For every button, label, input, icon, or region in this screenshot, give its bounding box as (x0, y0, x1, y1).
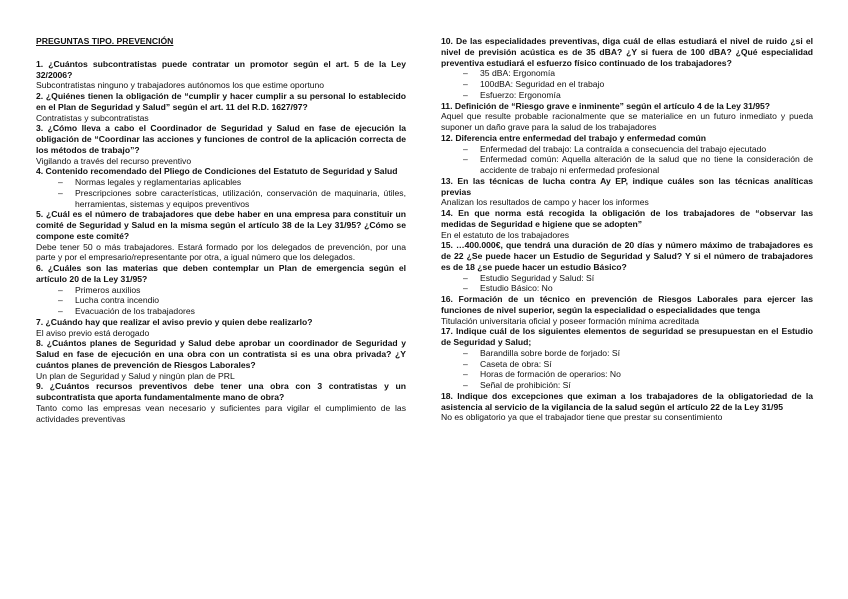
question-text: 5. ¿Cuál es el número de trabajadores que debe haber en una empresa para constituir un comité de Seguridad y Salud en la misma según el artículo 38 de la Ley 31/95? ¿Cómo se compone este comité? (36, 209, 406, 241)
left-column (36, 36, 406, 424)
question-block (36, 91, 406, 123)
question-block (441, 326, 813, 391)
question-block (441, 294, 813, 326)
answer-list-item: – Caseta de obra: Sí (463, 359, 813, 370)
answer-list (441, 68, 813, 100)
question-text: 14. En que norma está recogida la obligación de los trabajadores de “observar las medidas de Seguridad e higiene que se adopten” (441, 208, 813, 229)
answer-text: No es obligatorio ya que el trabajador tiene que prestar su consentimiento (441, 412, 723, 423)
question-text: 18. Indique dos excepciones que eximan a los trabajadores de la obligatoriedad de la asistencia al servicio de la vigilancia de la salud según el artículo 22 de la Ley 31/95 (441, 390, 813, 412)
question-text: 6. ¿Cuáles son las materias que deben contemplar un Plan de emergencia según el artículo 20 de la Ley 31/95? (36, 263, 406, 284)
answer-list-item: – Estudio Básico: No (463, 283, 813, 294)
answer-list-item: – Estudio Seguridad y Salud: Sí (463, 273, 813, 284)
answer-list-item: – Barandilla sobre borde de forjado: Sí (463, 348, 813, 359)
question-block (441, 133, 813, 176)
document-title: PREGUNTAS TIPO. PREVENCIÓN (36, 36, 174, 46)
question-text: 1. ¿Cuántos subcontratistas puede contratar un promotor según el art. 5 de la Ley 32/2006? (36, 58, 406, 80)
question-block (36, 381, 406, 424)
answer-text: Debe tener 50 o más trabajadores. Estará formado por los delegados de prevención, por una parte y por el empresario/representante por otra, a igual número que los delegados. (36, 241, 406, 263)
question-text: 17. Indique cuál de los siguientes elementos de seguridad se presupuestan en el Estudio de Seguridad y Salud; (441, 326, 813, 347)
question-block (36, 59, 406, 91)
question-text: 2. ¿Quiénes tienen la obligación de “cumplir y hacer cumplir a su personal lo establecido en el Plan de Seguridad y Salud” según el art. 11 del R.D. 1627/97? (36, 91, 406, 112)
question-block (441, 208, 813, 240)
answer-list-item: – Horas de formación de operarios: No (463, 369, 813, 380)
answer-text: Aquel que resulte probable racionalmente que se materialice en un futuro inmediato y pueda suponer un daño grave para la salud de los trabajadores (441, 111, 813, 132)
answer-list (441, 348, 813, 391)
answer-list-item: – Primeros auxilios (58, 285, 406, 296)
left-questions (36, 59, 406, 425)
question-block (441, 36, 813, 101)
question-block (36, 263, 406, 317)
question-block (36, 166, 406, 209)
question-text: 4. Contenido recomendado del Pliego de Condiciones del Estatuto de Seguridad y Salud (36, 166, 398, 177)
answer-list-item: – Normas legales y reglamentarias aplicables (58, 177, 406, 188)
question-block (441, 101, 813, 133)
answer-list (36, 177, 406, 209)
question-block (36, 338, 406, 381)
answer-text: Titulación universitaria oficial y poseer formación mínima acreditada (441, 315, 700, 326)
answer-list-item: – Señal de prohibición: Sí (463, 380, 813, 391)
answer-list-item: – Lucha contra incendio (58, 295, 406, 306)
question-text: 13. En las técnicas de lucha contra Ay EP, indique cuáles son las técnicas analíticas previas (441, 175, 813, 197)
answer-text: El aviso previo está derogado (36, 327, 150, 338)
question-block (441, 176, 813, 208)
right-questions (441, 36, 813, 423)
answer-list-item: – Enfermedad común: Aquella alteración de la salud que no tiene la consideración de accidente de trabajo ni enfermedad profesional (463, 154, 813, 176)
answer-list (441, 273, 813, 295)
answer-text: Contratistas y subcontratistas (36, 112, 149, 123)
answer-list-item: – 100dBA: Seguridad en el trabajo (463, 79, 813, 90)
answer-list-item: – Enfermedad del trabajo: La contraída a consecuencia del trabajo ejecutado (463, 144, 813, 155)
question-block (441, 240, 813, 294)
question-text: 12. Diferencia entre enfermedad del trabajo y enfermedad común (441, 132, 707, 143)
answer-text: En el estatuto de los trabajadores (441, 229, 570, 240)
question-text: 11. Definición de “Riesgo grave e inminente” según el artículo 4 de la Ley 31/95? (441, 100, 771, 111)
question-text: 3. ¿Cómo lleva a cabo el Coordinador de Seguridad y Salud en fase de ejecución la obligación de “Coordinar las acciones y funciones de control de la aplicación correcta de los métodos de trabajo”? (36, 123, 406, 155)
question-text: 15. …400.000€, que tendrá una duración de 20 días y número máximo de trabajadores es de 22 ¿Se puede hacer un Estudio de Seguridad y Salud? Y si el número de trabajadores es de 18 ¿se puede hacer un estudio Básico? (441, 240, 813, 272)
answer-list-item: – 35 dBA: Ergonomía (463, 68, 813, 79)
answer-text: Analizan los resultados de campo y hacer los informes (441, 197, 649, 208)
answer-text: Tanto como las empresas vean necesario y suficientes para vigilar el cumplimiento de las actividades preventivas (36, 402, 406, 424)
answer-list-item: – Evacuación de los trabajadores (58, 306, 406, 317)
answer-list (441, 144, 813, 176)
question-block (36, 123, 406, 166)
question-text: 7. ¿Cuándo hay que realizar el aviso previo y quien debe realizarlo? (36, 316, 313, 327)
question-text: 10. De las especialidades preventivas, diga cuál de ellas estudiará el nivel de ruido ¿si el nivel de previsión acústica es de 35 dBA? ¿Y si fuera de 100 dBA? ¿Qué especialidad preventiva estudiará el esfuerzo físico continuado de los trabajadores? (441, 36, 813, 68)
question-text: 9. ¿Cuántos recursos preventivos debe tener una obra con 3 contratistas y un subcontratista que aporta fundamentalmente mano de obra? (36, 381, 406, 402)
right-column (441, 36, 813, 423)
answer-text: Vigilando a través del recurso preventivo (36, 155, 192, 166)
question-text: 8. ¿Cuántos planes de Seguridad y Salud debe aprobar un coordinador de Seguridad y Salud en fase de ejecución en una obra con un contratista si es una obra privada? ¿Y cuántos planes de prevención de Riesgos Laborales? (36, 338, 406, 370)
answer-list (36, 285, 406, 317)
question-block (36, 209, 406, 263)
question-block (441, 391, 813, 423)
question-block (36, 317, 406, 339)
answer-list-item: – Esfuerzo: Ergonomía (463, 90, 813, 101)
answer-text: Un plan de Seguridad y Salud y ningún plan de PRL (36, 370, 235, 381)
question-text: 16. Formación de un técnico en prevención de Riesgos Laborales para ejercer las funciones de nivel superior, según la especialidad o especialidades que tenga (441, 294, 813, 315)
answer-list-item: – Prescripciones sobre características, utilización, conservación de maquinaria, útiles, herramientas, sistemas y equipos preventivos (58, 188, 406, 210)
answer-text: Subcontratistas ninguno y trabajadores autónomos los que estime oportuno (36, 80, 325, 91)
